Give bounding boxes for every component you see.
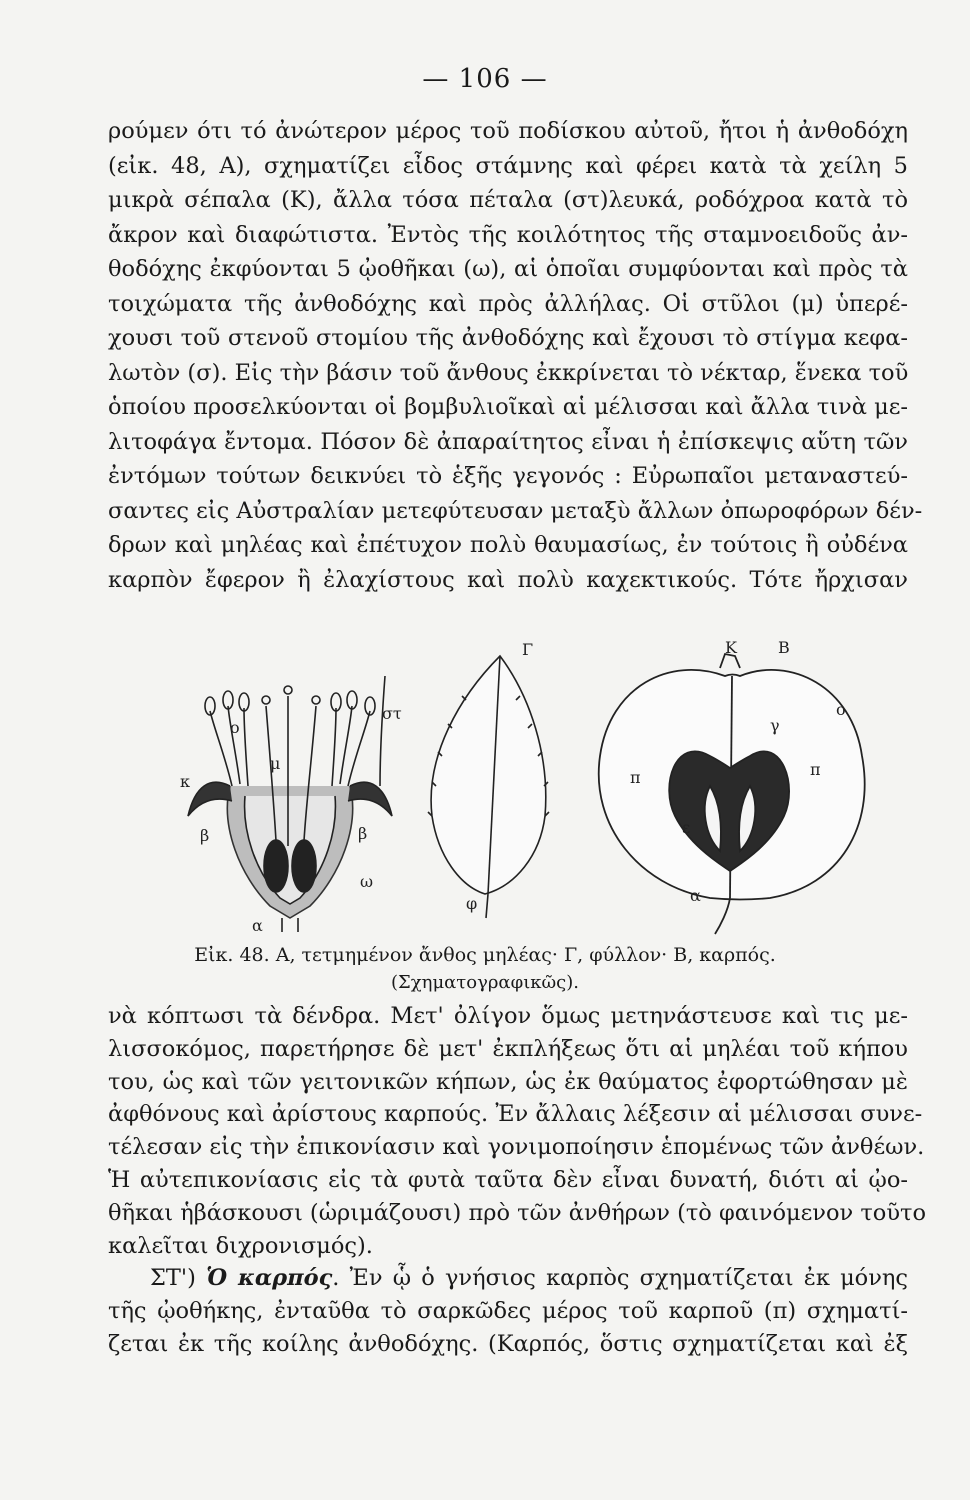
fruit-diagram bbox=[599, 654, 865, 934]
text-line: λισσοκόμος, παρετήρησε δὲ μετ' ἐκπλήξεως ὅτι αἱ μηλέαι τοῦ κήπου bbox=[108, 1035, 908, 1062]
label-k-left: κ bbox=[180, 772, 190, 791]
text-line: μικρὰ σέπαλα (Κ), ἄλλα τόσα πέταλα (στ)λευκά, ροδόχροα κατὰ τὸ bbox=[108, 187, 908, 213]
section-line: τῆς ᾠοθήκης, ἐνταῦθα τὸ σαρκῶδες μέρος τοῦ καρποῦ (π) σχηματί- bbox=[108, 1298, 908, 1325]
text-line: σαντες εἰς Αὐστραλίαν μετεφύτευσαν μεταξὺ ἄλλων ὀπωροφόρων δέν- bbox=[108, 497, 923, 524]
label-mu: μ bbox=[270, 754, 281, 773]
figure-caption-subtitle: (Σχηματογραφικῶς). bbox=[391, 972, 579, 993]
text-line: δρων καὶ μηλέας καὶ ἐπέτυχον πολὺ θαυμασίως, ἐν τούτοις ἢ οὐδένα bbox=[108, 532, 908, 558]
section-title: Ὁ καρπός bbox=[206, 1265, 333, 1292]
figure-caption: Εἰκ. 48. Α, τετμημένον ἄνθος μηλέας· Γ, φύλλον· Β, καρπός. bbox=[194, 944, 776, 966]
text-line: λιτοφάγα ἔντομα. Πόσον δὲ ἀπαραίτητος εἶναι ἡ ἐπίσκεψις αὕτη τῶν bbox=[108, 428, 908, 455]
section-number: ΣΤ') bbox=[150, 1265, 196, 1292]
label-k-right: Κ bbox=[725, 638, 737, 657]
text-line: καρπὸν ἔφερον ἢ ἐλαχίστους καὶ πολὺ καχεκτικούς. Τότε ἤρχισαν bbox=[108, 566, 908, 593]
text-line: τέλεσαν εἰς τὴν ἐπικονίασιν καὶ γονιμοποίησιν ἑπομένως τῶν ἀνθέων. bbox=[108, 1134, 925, 1161]
label-pi-left: π bbox=[630, 768, 641, 787]
label-alpha-right: α bbox=[690, 886, 701, 905]
label-gamma-top: Γ bbox=[522, 640, 534, 659]
figure-illustration bbox=[170, 636, 870, 936]
section-line: ζεται ἐκ τῆς κοίλης ἀνθοδόχης. (Καρπός, ὅστις σχηματίζεται καὶ ἐξ bbox=[108, 1330, 908, 1357]
label-pi-right: π bbox=[810, 760, 821, 779]
paragraph-top bbox=[108, 114, 923, 597]
label-B: Β bbox=[778, 638, 790, 657]
label-gamma-small: γ bbox=[770, 716, 780, 735]
label-o-right: ο bbox=[836, 700, 846, 719]
section-line: Ἐν ᾧ ὁ γνήσιος καρπὸς σχηματίζεται ἐκ μόνης bbox=[349, 1265, 908, 1292]
text-line: του, ὡς καὶ τῶν γειτονικῶν κήπων, ὡς ἐκ θαύματος ἐφορτώθησαν μὲ bbox=[108, 1068, 908, 1095]
label-epsilon: ε bbox=[682, 818, 691, 837]
text-line: ἄκρον καὶ διαφώτιστα. Ἐντὸς τῆς κοιλότητος τῆς σταμνοειδοῦς ἀν- bbox=[108, 221, 908, 248]
text-line: θῆκαι ἡβάσκουσι (ὡριμάζουσι) πρὸ τῶν ἀνθήρων (τὸ φαινόμενον τοῦτο bbox=[108, 1199, 926, 1226]
text-line: Ἡ αὐτεπικονίασις εἰς τὰ φυτὰ ταῦτα δὲν εἶναι δυνατή, διότι αἱ ᾠο- bbox=[108, 1166, 908, 1193]
text-line: χουσι τοῦ στενοῦ στομίου τῆς ἀνθοδόχης καὶ ἔχουσι τὸ στίγμα κεφα- bbox=[108, 325, 908, 351]
paragraph-bottom bbox=[108, 1000, 926, 1361]
label-omega: ω bbox=[360, 872, 374, 891]
page-number: — 106 — bbox=[422, 64, 548, 94]
label-beta-left: β bbox=[200, 826, 210, 845]
figure-48 bbox=[170, 636, 870, 936]
section-heading-line: ΣΤ') Ὁ καρπός. Ἐν ᾧ ὁ γνήσιος καρπὸς σχηματίζεται ἐκ μόνης bbox=[150, 1265, 908, 1292]
text-line: νὰ κόπτωσι τὰ δένδρα. Μετ' ὀλίγον ὅμως μετηνάστευσε καὶ τις με- bbox=[108, 1003, 908, 1029]
text-line: ἀφθόνους καὶ ἀρίστους καρπούς. Ἐν ἄλλαις λέξεσιν αἱ μέλισσαι συνε- bbox=[108, 1101, 923, 1128]
label-phi: φ bbox=[466, 894, 478, 913]
text-line: τοιχώματα τῆς ἀνθοδόχης καὶ πρὸς ἀλλήλας. Οἱ στῦλοι (μ) ὑπερέ- bbox=[108, 290, 908, 317]
label-beta-right: β bbox=[358, 824, 368, 843]
text-line: θοδόχης ἐκφύονται 5 ᾠοθῆκαι (ω), αἱ ὁποῖαι συμφύονται καὶ πρὸς τὰ bbox=[108, 256, 908, 282]
flower-diagram bbox=[188, 676, 392, 932]
label-alpha-left: α bbox=[252, 916, 263, 935]
label-st: στ bbox=[382, 704, 402, 723]
text-line: καλεῖται διχρονισμός). bbox=[108, 1232, 373, 1259]
text-line: (εἰκ. 48, Α), σχηματίζει εἶδος στάμνης καὶ φέρει κατὰ τὰ χείλη 5 bbox=[108, 152, 908, 179]
text-line: ρούμεν ότι τό ἀνώτερον μέρος τοῦ ποδίσκου αὐτοῦ, ἤτοι ἡ ἀνθοδόχη bbox=[108, 118, 908, 144]
leaf-diagram bbox=[428, 656, 549, 918]
text-line: ὁποίου προσελκύονται οἱ βομβυλιοῖκαὶ αἱ μέλισσαι καὶ ἄλλα τινὰ με- bbox=[108, 394, 908, 420]
text-line: ἐντόμων τούτων δεικνύει τὸ ἑξῆς γεγονός : Εὐρωπαῖοι μεταναστεύ- bbox=[108, 463, 908, 489]
label-o-left: ο bbox=[230, 718, 240, 737]
text-line: λωτὸν (σ). Εἰς τὴν βάσιν τοῦ ἄνθους ἐκκρίνεται τὸ νέκταρ, ἕνεκα τοῦ bbox=[108, 359, 909, 386]
